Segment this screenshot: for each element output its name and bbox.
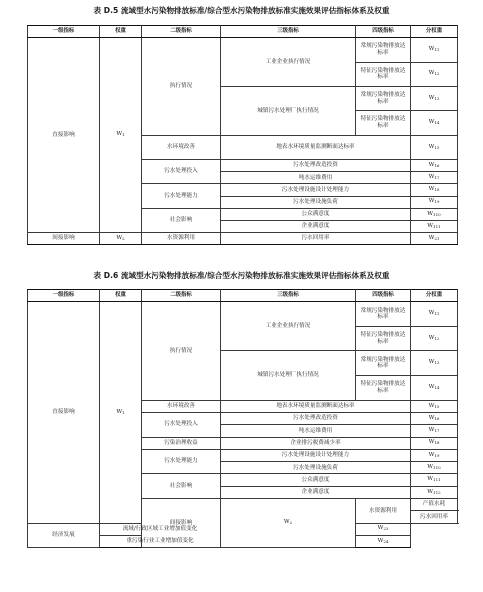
header-cell: 一级指标 bbox=[28, 26, 100, 38]
table-row bbox=[28, 302, 458, 314]
indicator-table bbox=[27, 25, 458, 245]
weight-cell: $W_2$ bbox=[100, 233, 142, 245]
level4-indicator: 特征污染物排放达标率 bbox=[356, 376, 411, 401]
level3-indicator: 企业排污税费减少率 bbox=[221, 437, 411, 449]
level3-indicator: 污水回用率 bbox=[411, 511, 458, 523]
header-cell: 权重 bbox=[100, 26, 142, 38]
table-row bbox=[28, 38, 458, 50]
weight-cell: $W_1$ bbox=[100, 302, 142, 523]
level4-indicator: 特征污染物排放达标率 bbox=[356, 62, 411, 86]
header-cell: 二级指标 bbox=[142, 290, 221, 302]
level3-indicator: 城镇污水处理厂执行情况 bbox=[221, 351, 356, 400]
level3-indicator: 地表水环境质量监测断面达标率 bbox=[221, 135, 411, 159]
subweight-cell: $W_{13}$ bbox=[411, 351, 458, 376]
level4-indicator: 常规污染物排放达标率 bbox=[356, 351, 411, 376]
level2-indicator: 水环境改善 bbox=[142, 400, 221, 412]
level4-indicator: 常规污染物排放达标率 bbox=[356, 86, 411, 110]
level2-indicator: 社会影响 bbox=[142, 208, 221, 232]
weight-cell: $W_1$ bbox=[100, 38, 142, 233]
level2-indicator: 污水处理能力 bbox=[142, 184, 221, 208]
header-cell: 四级指标 bbox=[356, 290, 411, 302]
level1-indicator: 直接影响 bbox=[28, 302, 100, 523]
header-cell: 三级指标 bbox=[221, 26, 356, 38]
header-cell: 权重 bbox=[100, 290, 142, 302]
subweight-cell: $W_{110}$ bbox=[411, 462, 458, 474]
level2-indicator: 水环境改善 bbox=[142, 135, 221, 159]
subweight-cell: $W_{18}$ bbox=[411, 184, 458, 196]
level3-indicator: 吨水运维费用 bbox=[221, 172, 411, 184]
level3-indicator: 重污染行业工业增加值变化 bbox=[100, 535, 221, 547]
header-cell: 分权重 bbox=[411, 26, 458, 38]
level2-indicator: 经济发展 bbox=[28, 523, 100, 548]
subweight-cell: $W_{14}$ bbox=[411, 111, 458, 135]
level4-indicator: 特征污染物排放达标率 bbox=[356, 326, 411, 351]
level3-indicator: 企业满意度 bbox=[221, 486, 411, 498]
subweight-cell: $W_{16}$ bbox=[411, 412, 458, 424]
level3-indicator: 污水处理设施负荷 bbox=[221, 462, 411, 474]
table-caption: 表 D.5 流域型水污染物排放标准/综合型水污染物排放标准实施效果评估指标体系及权重 bbox=[93, 6, 390, 15]
level3-indicator: 污水回用率 bbox=[221, 233, 411, 245]
subweight-cell: $W_{18}$ bbox=[411, 437, 458, 449]
weight-cell: $W_2$ bbox=[221, 499, 356, 548]
header-cell: 三级指标 bbox=[221, 290, 356, 302]
table-caption: 表 D.6 流域型水污染物排放标准/综合型水污染物排放标准实施效果评估指标体系及权重 bbox=[93, 271, 390, 280]
header-cell: 二级指标 bbox=[142, 26, 221, 38]
header-cell: 一级指标 bbox=[28, 290, 100, 302]
level3-indicator: 公众满意度 bbox=[221, 474, 411, 486]
level3-indicator: 地表水环境质量监测断面达标率 bbox=[221, 400, 411, 412]
level3-indicator: 产值水耗 bbox=[411, 499, 458, 511]
level2-indicator: 污水处理能力 bbox=[142, 449, 221, 474]
header-cell: 分权重 bbox=[411, 290, 458, 302]
subweight-cell: $W_{24}$ bbox=[356, 535, 411, 547]
subweight-cell: $W_{19}$ bbox=[411, 196, 458, 208]
header-cell: 四级指标 bbox=[356, 26, 411, 38]
level2-indicator: 污水处理投入 bbox=[142, 160, 221, 184]
subweight-cell: $W_{13}$ bbox=[411, 86, 458, 110]
subweight-cell: $W_{110}$ bbox=[411, 208, 458, 220]
subweight-cell: $W_{17}$ bbox=[411, 425, 458, 437]
subweight-cell: $W_{14}$ bbox=[411, 376, 458, 401]
level3-indicator: 污水处理设施负荷 bbox=[221, 196, 411, 208]
subweight-cell: $W_{19}$ bbox=[411, 449, 458, 461]
subweight-cell: $W_{111}$ bbox=[411, 221, 458, 233]
level1-indicator: 直接影响 bbox=[28, 38, 100, 233]
subweight-cell: $W_{16}$ bbox=[411, 160, 458, 172]
subweight-cell: $W_{17}$ bbox=[411, 172, 458, 184]
level3-indicator: 工业企业执行情况 bbox=[221, 302, 356, 351]
level2-indicator: 水资源利用 bbox=[142, 233, 221, 245]
level4-indicator: 特征污染物排放达标率 bbox=[356, 111, 411, 135]
level3-indicator: 污水处理设施设计处理能力 bbox=[221, 184, 411, 196]
table-header-row bbox=[28, 26, 458, 38]
subweight-cell: $W_{112}$ bbox=[411, 486, 458, 498]
table-row bbox=[28, 233, 458, 245]
level2-indicator: 污染治理收益 bbox=[142, 437, 221, 449]
level3-indicator: 污水处理改造投资 bbox=[221, 412, 411, 424]
subweight-cell: $W_{21}$ bbox=[411, 233, 458, 245]
indicator-table bbox=[27, 289, 458, 548]
subweight-cell: $W_{12}$ bbox=[411, 62, 458, 86]
subweight-cell: $W_{23}$ bbox=[356, 523, 411, 535]
subweight-cell: $W_{15}$ bbox=[411, 400, 458, 412]
level1-indicator: 间接影响 bbox=[28, 233, 100, 245]
level3-indicator: 工业企业执行情况 bbox=[221, 38, 356, 87]
level2-indicator: 水资源利用 bbox=[356, 499, 411, 524]
table-header-row bbox=[28, 290, 458, 302]
level1-indicator: 间接影响 bbox=[142, 499, 221, 548]
subweight-cell: $W_{11}$ bbox=[411, 38, 458, 62]
level3-indicator: 污水处理设施设计处理能力 bbox=[221, 449, 411, 461]
level4-indicator: 常规污染物排放达标率 bbox=[356, 38, 411, 62]
subweight-cell: $W_{12}$ bbox=[411, 326, 458, 351]
level2-indicator: 污水处理投入 bbox=[142, 412, 221, 437]
level4-indicator: 常规污染物排放达标率 bbox=[356, 302, 411, 327]
level3-indicator: 流域/行政区域工业增加值变化 bbox=[100, 523, 221, 535]
level3-indicator: 企业满意度 bbox=[221, 221, 411, 233]
level3-indicator: 污水处理改造投资 bbox=[221, 160, 411, 172]
subweight-cell: $W_{111}$ bbox=[411, 474, 458, 486]
subweight-cell: $W_{11}$ bbox=[411, 302, 458, 327]
level2-indicator: 执行情况 bbox=[142, 38, 221, 136]
level3-indicator: 吨水运维费用 bbox=[221, 425, 411, 437]
level3-indicator: 城镇污水处理厂执行情况 bbox=[221, 86, 356, 135]
subweight-cell: $W_{15}$ bbox=[411, 135, 458, 159]
level2-indicator: 社会影响 bbox=[142, 474, 221, 499]
level3-indicator: 公众满意度 bbox=[221, 208, 411, 220]
level2-indicator: 执行情况 bbox=[142, 302, 221, 400]
